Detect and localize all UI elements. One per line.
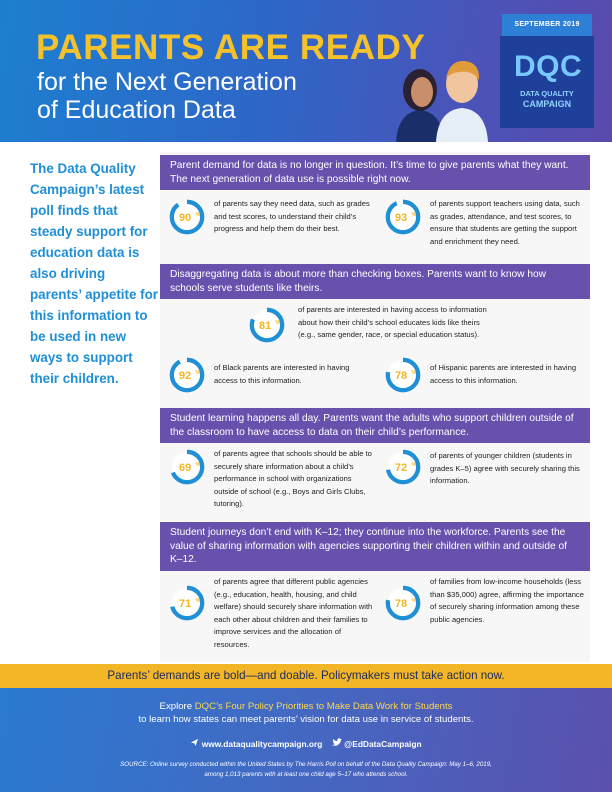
social-links (0, 738, 612, 749)
send-icon (190, 738, 199, 749)
dqc-logo-line2: CAMPAIGN (522, 99, 572, 109)
stat-ring-93 (384, 198, 422, 236)
stat-percent-sign: % (411, 598, 417, 605)
source-line1: SOURCE: Online survey conducted within the United States by The Harris Poll on behalf of the Data Quality Campaign: May 1–6, 2019, (120, 761, 492, 768)
stat-ring-90 (168, 198, 206, 236)
publication-date: SEPTEMBER 2019 (502, 14, 592, 36)
stat-value: 69 (179, 461, 192, 474)
source-citation (60, 760, 552, 780)
dqc-logo-initials: DQC (514, 50, 583, 83)
website-link[interactable]: www.dataqualitycampaign.org (201, 738, 323, 749)
explore-text (0, 700, 612, 726)
stat-description: of parents say they need data, such as grades and test scores, to understand their child’s progress and help them do their best. (214, 199, 370, 234)
stat-percent-sign: % (195, 370, 201, 377)
stat-description: of parents support teachers using data, such as grades, attendance, and test scores, to ensure that students are getting the support and enrichment they need. (430, 199, 580, 246)
stat-ring-72 (384, 448, 422, 486)
intro-text: The Data Quality Campaign’s latest poll finds that steady support for education data is also driving parents’ appetite for this information to be used in new ways to support their children. (30, 161, 158, 386)
section-banner-1: Parent demand for data is no longer in question. It’s time to give parents what they want. The next generation of data use is possible right now. (160, 155, 590, 190)
stat-description: of Hispanic parents are interested in having access to this information. (430, 363, 577, 385)
stat-description: of Black parents are interested in having access to this information. (214, 363, 350, 385)
stat-percent-sign: % (195, 462, 201, 469)
stat-ring-81 (248, 306, 286, 344)
twitter-icon (332, 738, 342, 749)
stat-description: of parents agree that schools should be able to securely share information about a child’s performance in school with organizations outside of school (e.g., Boys and Girls Clubs, tutoring). (214, 449, 372, 509)
page-title: PARENTS ARE READY (36, 28, 426, 67)
stat-description: of families from low-income households (less than $35,000) agree, affirming the importance of securely sharing information among these public agencies. (430, 577, 584, 624)
stat-description: of parents of younger children (students in grades K–5) agree with securely sharing this information. (430, 451, 580, 486)
stat-percent-sign: % (195, 598, 201, 605)
section-banner-4: Student journeys don’t end with K–12; they continue into the workforce. Parents see the value of sharing information with agencies supporting their children within and outside of K–12. (160, 522, 590, 571)
dqc-logo-line1: DATA QUALITY (520, 89, 574, 98)
section-banner-2: Disaggregating data is about more than checking boxes. Parents want to know how schools serve students like theirs. (160, 264, 590, 299)
stat-percent-sign: % (411, 212, 417, 219)
call-to-action-banner: Parents’ demands are bold—and doable. Policymakers must take action now. (0, 664, 612, 688)
stat-description: of parents agree that different public agencies (e.g., education, health, housing, and child welfare) should securely share information with each other about children and their families to improve services and the allocation of resources. (214, 577, 373, 649)
stat-value: 71 (179, 597, 192, 610)
stat-value: 90 (179, 211, 192, 224)
source-line2: among 1,013 parents with at least one child age 5–17 who attends school. (204, 771, 408, 778)
explore-suffix: to learn how states can meet parents’ vision for data use in service of students. (138, 714, 474, 725)
stat-value: 78 (395, 597, 408, 610)
stat-value: 81 (259, 319, 272, 332)
stat-value: 78 (395, 369, 408, 382)
stat-value: 72 (395, 461, 408, 474)
stat-value: 92 (179, 369, 192, 382)
stat-percent-sign: % (411, 462, 417, 469)
stat-ring-78b (384, 584, 422, 622)
stat-percent-sign: % (195, 212, 201, 219)
stat-ring-71 (168, 584, 206, 622)
stat-ring-92 (168, 356, 206, 394)
policy-priorities-link[interactable]: DQC’s Four Policy Priorities to Make Data Work for Students (194, 701, 453, 712)
section-banner-3: Student learning happens all day. Parents want the adults who support children outside of the classroom to have access to data on their child’s performance. (160, 408, 590, 443)
explore-prefix: Explore (159, 701, 195, 712)
stat-value: 93 (395, 211, 408, 224)
stat-percent-sign: % (275, 320, 281, 327)
stat-ring-69 (168, 448, 206, 486)
twitter-handle-link[interactable]: @EdDataCampaign (344, 738, 422, 749)
page-subtitle-line2: of Education Data (37, 96, 236, 124)
stat-percent-sign: % (411, 370, 417, 377)
stat-ring-78 (384, 356, 422, 394)
stat-description: of parents are interested in having access to information about how their child’s school educates kids like theirs (e.g., same gender, race, or special education status). (298, 305, 487, 340)
page-subtitle-line1: for the Next Generation (37, 68, 297, 96)
